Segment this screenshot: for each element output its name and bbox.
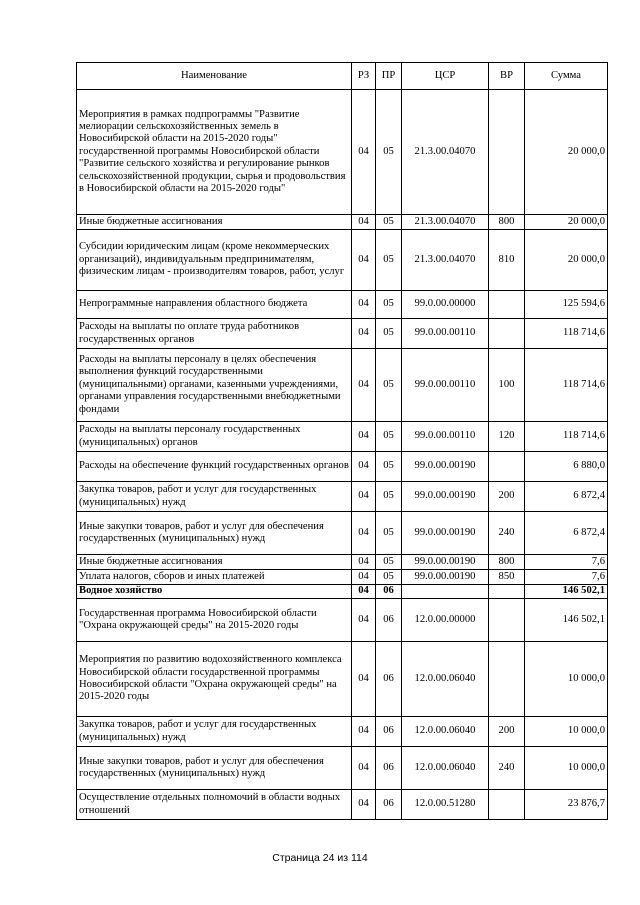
cell-name: Осуществление отдельных полномочий в области водных отношений (77, 790, 352, 820)
cell-pr: 06 (376, 747, 402, 790)
cell-csr: 99.0.00.00110 (402, 422, 489, 452)
table-row (77, 215, 608, 230)
cell-rz: 04 (352, 512, 376, 555)
cell-rz: 04 (352, 599, 376, 642)
cell-sum: 10 000,0 (525, 642, 608, 717)
table-row (77, 512, 608, 555)
cell-pr: 05 (376, 555, 402, 570)
cell-vr (489, 90, 525, 215)
cell-rz: 04 (352, 585, 376, 599)
table-row (77, 585, 608, 599)
cell-pr: 05 (376, 230, 402, 291)
cell-vr: 200 (489, 717, 525, 747)
header-rz: РЗ (352, 63, 376, 90)
cell-vr: 800 (489, 215, 525, 230)
table-row (77, 570, 608, 585)
cell-sum: 20 000,0 (525, 215, 608, 230)
cell-name: Иные закупки товаров, работ и услуг для обеспечения государственных (муниципальных) нужд (77, 512, 352, 555)
cell-rz: 04 (352, 642, 376, 717)
cell-name: Иные бюджетные ассигнования (77, 555, 352, 570)
cell-pr: 06 (376, 642, 402, 717)
table-row (77, 319, 608, 349)
cell-pr: 06 (376, 585, 402, 599)
cell-csr: 99.0.00.00190 (402, 570, 489, 585)
cell-vr (489, 599, 525, 642)
cell-name: Закупка товаров, работ и услуг для государственных (муниципальных) нужд (77, 482, 352, 512)
budget-table (76, 62, 608, 820)
table-row (77, 422, 608, 452)
cell-sum: 20 000,0 (525, 90, 608, 215)
table-row (77, 230, 608, 291)
cell-sum: 23 876,7 (525, 790, 608, 820)
cell-pr: 05 (376, 512, 402, 555)
cell-vr (489, 291, 525, 319)
table-body (77, 90, 608, 820)
table-row (77, 90, 608, 215)
cell-sum: 6 872,4 (525, 482, 608, 512)
table-row (77, 555, 608, 570)
cell-name: Мероприятия в рамках подпрограммы "Развитие мелиорации сельскохозяйственных земель в Новосибирской области на 2015-2020 годы" государственной программы Новосибирской области "Развитие сельского хозяйства и регулирование рынков сельскохозяйственной продукции, сырья и продовольствия в Новосибирской области на 2015-2020 годы" (77, 90, 352, 215)
cell-csr (402, 585, 489, 599)
cell-csr: 12.0.00.06040 (402, 717, 489, 747)
cell-name: Закупка товаров, работ и услуг для государственных (муниципальных) нужд (77, 717, 352, 747)
cell-csr: 99.0.00.00190 (402, 452, 489, 482)
cell-name: Государственная программа Новосибирской области "Охрана окружающей среды" на 2015-2020 годы (77, 599, 352, 642)
cell-sum: 6 880,0 (525, 452, 608, 482)
cell-csr: 99.0.00.00110 (402, 349, 489, 422)
cell-vr (489, 319, 525, 349)
table-row (77, 349, 608, 422)
header-csr: ЦСР (402, 63, 489, 90)
cell-sum: 6 872,4 (525, 512, 608, 555)
header-name: Наименование (77, 63, 352, 90)
cell-name: Иные закупки товаров, работ и услуг для обеспечения государственных (муниципальных) нужд (77, 747, 352, 790)
cell-rz: 04 (352, 790, 376, 820)
cell-sum: 118 714,6 (525, 319, 608, 349)
cell-csr: 99.0.00.00110 (402, 319, 489, 349)
cell-vr: 200 (489, 482, 525, 512)
page-number: Страница 24 из 114 (272, 852, 368, 864)
table-row (77, 747, 608, 790)
cell-sum: 7,6 (525, 555, 608, 570)
cell-name: Субсидии юридическим лицам (кроме некоммерческих организаций), индивидуальным предпринимателям, физическим лицам - производителям товаров, работ, услуг (77, 230, 352, 291)
cell-csr: 12.0.00.00000 (402, 599, 489, 642)
cell-csr: 12.0.00.06040 (402, 747, 489, 790)
cell-rz: 04 (352, 291, 376, 319)
cell-pr: 06 (376, 790, 402, 820)
cell-pr: 05 (376, 452, 402, 482)
table-row (77, 452, 608, 482)
cell-csr: 21.3.00.04070 (402, 230, 489, 291)
cell-vr (489, 642, 525, 717)
table-row (77, 291, 608, 319)
table-row (77, 717, 608, 747)
cell-rz: 04 (352, 452, 376, 482)
cell-vr (489, 790, 525, 820)
cell-sum: 118 714,6 (525, 349, 608, 422)
cell-vr: 850 (489, 570, 525, 585)
cell-rz: 04 (352, 747, 376, 790)
cell-pr: 05 (376, 570, 402, 585)
cell-vr: 100 (489, 349, 525, 422)
cell-name: Уплата налогов, сборов и иных платежей (77, 570, 352, 585)
cell-rz: 04 (352, 717, 376, 747)
cell-pr: 05 (376, 319, 402, 349)
cell-pr: 05 (376, 422, 402, 452)
table-row (77, 599, 608, 642)
cell-pr: 06 (376, 717, 402, 747)
cell-pr: 05 (376, 215, 402, 230)
table-row (77, 642, 608, 717)
cell-sum: 146 502,1 (525, 599, 608, 642)
cell-pr: 06 (376, 599, 402, 642)
cell-name: Расходы на выплаты персоналу государственных (муниципальных) органов (77, 422, 352, 452)
cell-csr: 99.0.00.00190 (402, 482, 489, 512)
cell-pr: 05 (376, 349, 402, 422)
cell-rz: 04 (352, 570, 376, 585)
cell-rz: 04 (352, 422, 376, 452)
cell-vr (489, 585, 525, 599)
cell-rz: 04 (352, 482, 376, 512)
cell-vr: 120 (489, 422, 525, 452)
cell-sum: 7,6 (525, 570, 608, 585)
cell-rz: 04 (352, 230, 376, 291)
cell-name: Мероприятия по развитию водохозяйственного комплекса Новосибирской области государственной программы Новосибирской области "Охрана окружающей среды" на 2015-2020 годы (77, 642, 352, 717)
cell-rz: 04 (352, 555, 376, 570)
cell-sum: 125 594,6 (525, 291, 608, 319)
cell-rz: 04 (352, 215, 376, 230)
header-pr: ПР (376, 63, 402, 90)
header-sum: Сумма (525, 63, 608, 90)
table-row (77, 482, 608, 512)
cell-vr: 800 (489, 555, 525, 570)
cell-name: Расходы на выплаты по оплате труда работников государственных органов (77, 319, 352, 349)
table-header-row (77, 63, 608, 90)
cell-vr: 810 (489, 230, 525, 291)
cell-sum: 10 000,0 (525, 747, 608, 790)
cell-csr: 21.3.00.04070 (402, 90, 489, 215)
cell-rz: 04 (352, 349, 376, 422)
cell-vr: 240 (489, 512, 525, 555)
cell-name: Непрограммные направления областного бюджета (77, 291, 352, 319)
cell-vr: 240 (489, 747, 525, 790)
cell-csr: 99.0.00.00000 (402, 291, 489, 319)
cell-sum: 146 502,1 (525, 585, 608, 599)
cell-pr: 05 (376, 482, 402, 512)
cell-name: Расходы на выплаты персоналу в целях обеспечения выполнения функций государственными (муниципальными) органами, казенными учреждениями, органами управления государственными внебюджетными фондами (77, 349, 352, 422)
cell-csr: 12.0.00.51280 (402, 790, 489, 820)
cell-sum: 20 000,0 (525, 230, 608, 291)
table-row (77, 790, 608, 820)
cell-name: Водное хозяйство (77, 585, 352, 599)
cell-csr: 99.0.00.00190 (402, 512, 489, 555)
cell-name: Иные бюджетные ассигнования (77, 215, 352, 230)
cell-vr (489, 452, 525, 482)
cell-sum: 10 000,0 (525, 717, 608, 747)
cell-sum: 118 714,6 (525, 422, 608, 452)
cell-name: Расходы на обеспечение функций государственных органов (77, 452, 352, 482)
cell-pr: 05 (376, 90, 402, 215)
header-vr: ВР (489, 63, 525, 90)
cell-csr: 12.0.00.06040 (402, 642, 489, 717)
cell-csr: 21.3.00.04070 (402, 215, 489, 230)
cell-csr: 99.0.00.00190 (402, 555, 489, 570)
cell-pr: 05 (376, 291, 402, 319)
cell-rz: 04 (352, 319, 376, 349)
cell-rz: 04 (352, 90, 376, 215)
